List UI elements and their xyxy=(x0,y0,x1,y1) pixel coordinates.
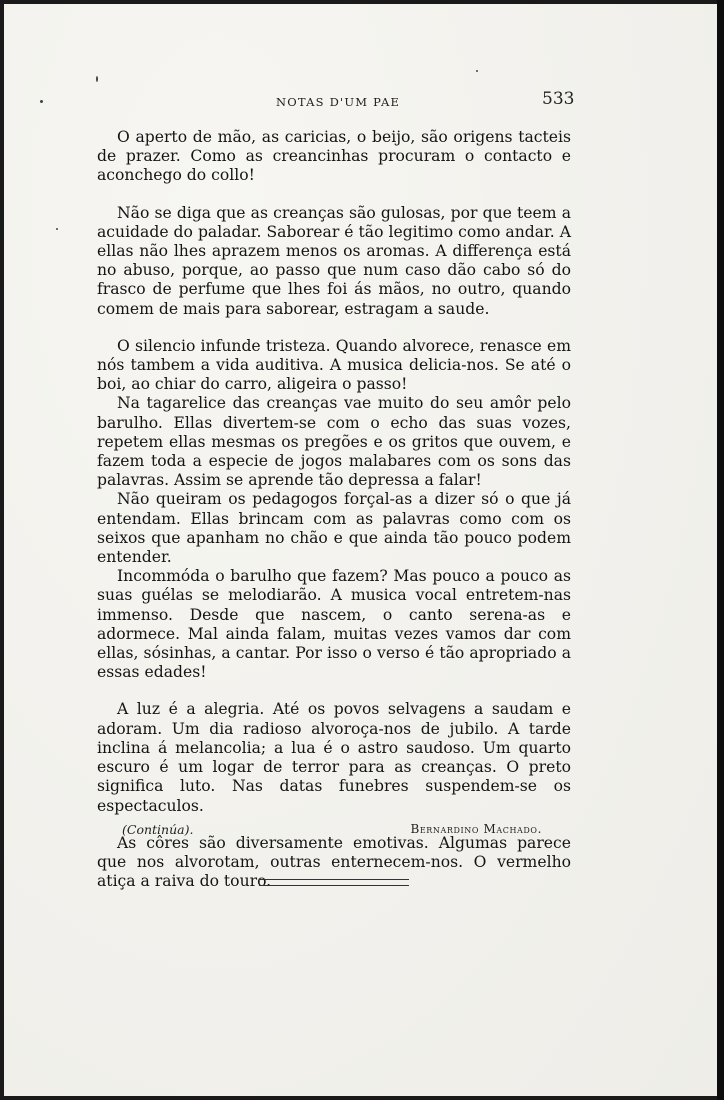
book-page xyxy=(4,4,717,1096)
scan-edge xyxy=(717,0,724,1100)
running-head: NOTAS D'UM PAE xyxy=(276,95,401,109)
author-signature: Bernardino Machado. xyxy=(410,822,542,836)
paragraph: Não queiram os pedagogos forçal-as a dizer só o que já entendam. Ellas brincam com as palavras como com os seixos que apanham no chão e que ainda tão pouco podem entender. xyxy=(97,490,571,567)
paragraph: Incommóda o barulho que fazem? Mas pouco a pouco as suas guélas se melodiarão. A musica vocal entretem-nas immenso. Desde que nascem, o canto serena-as e adormece. Mal ainda falam, muitas vezes vamos dar com ellas, sósinhas, a cantar. Por isso o verso é tão apropriado a essas edades! xyxy=(97,567,571,682)
paragraph: Não se diga que as creanças são gulosas, por que teem a acuidade do paladar. Saborear é tão legitimo como andar. A ellas não lhes aprazem menos os aromas. A differença está no abuso, porque, ao passo que num caso dão cabo só do frasco de perfume que lhes foi ás mãos, no outro, quando comem de mais para saborear, estragam a saude. xyxy=(97,203,571,318)
footer xyxy=(122,822,542,842)
paragraph: As côres são diversamente emotivas. Algumas parece que nos alvorotam, outras enternecem-nos. O vermelho atiça a raiva do touro. xyxy=(97,833,571,891)
paragraph: O silencio infunde tristeza. Quando alvorece, renasce em nós tambem a vida auditiva. A musica delicia-nos. Se até o boi, ao chiar do carro, aligeira o passo! xyxy=(97,336,571,394)
print-speck xyxy=(40,100,43,103)
end-rule xyxy=(259,879,409,886)
body-text xyxy=(97,128,571,891)
paragraph: Na tagarelice das creanças vae muito do seu amôr pelo barulho. Ellas divertem-se com o echo das suas vozes, repetem ellas mesmas os pregões e os gritos que ouvem, e fazem toda a especie de jogos malabares com os sons das palavras. Assim se aprende tão depressa a falar! xyxy=(97,394,571,490)
paragraph: O aperto de mão, as caricias, o beijo, são origens tacteis de prazer. Como as creancinhas procuram o contacto e aconchego do collo! xyxy=(97,128,571,185)
page-number: 533 xyxy=(542,89,575,109)
paragraph: A luz é a alegria. Até os povos selvagens a saudam e adoram. Um dia radioso alvoroça-nos de jubilo. A tarde inclina á melancolia; a lua é o astro saudoso. Um quarto escuro é um logar de terror para as creanças. O preto significa luto. Nas datas funebres suspendem-se os espectaculos. xyxy=(97,700,571,815)
print-speck xyxy=(56,228,58,230)
continued-note: (Continúa). xyxy=(122,822,194,837)
print-speck xyxy=(476,70,478,72)
print-speck xyxy=(96,76,98,82)
